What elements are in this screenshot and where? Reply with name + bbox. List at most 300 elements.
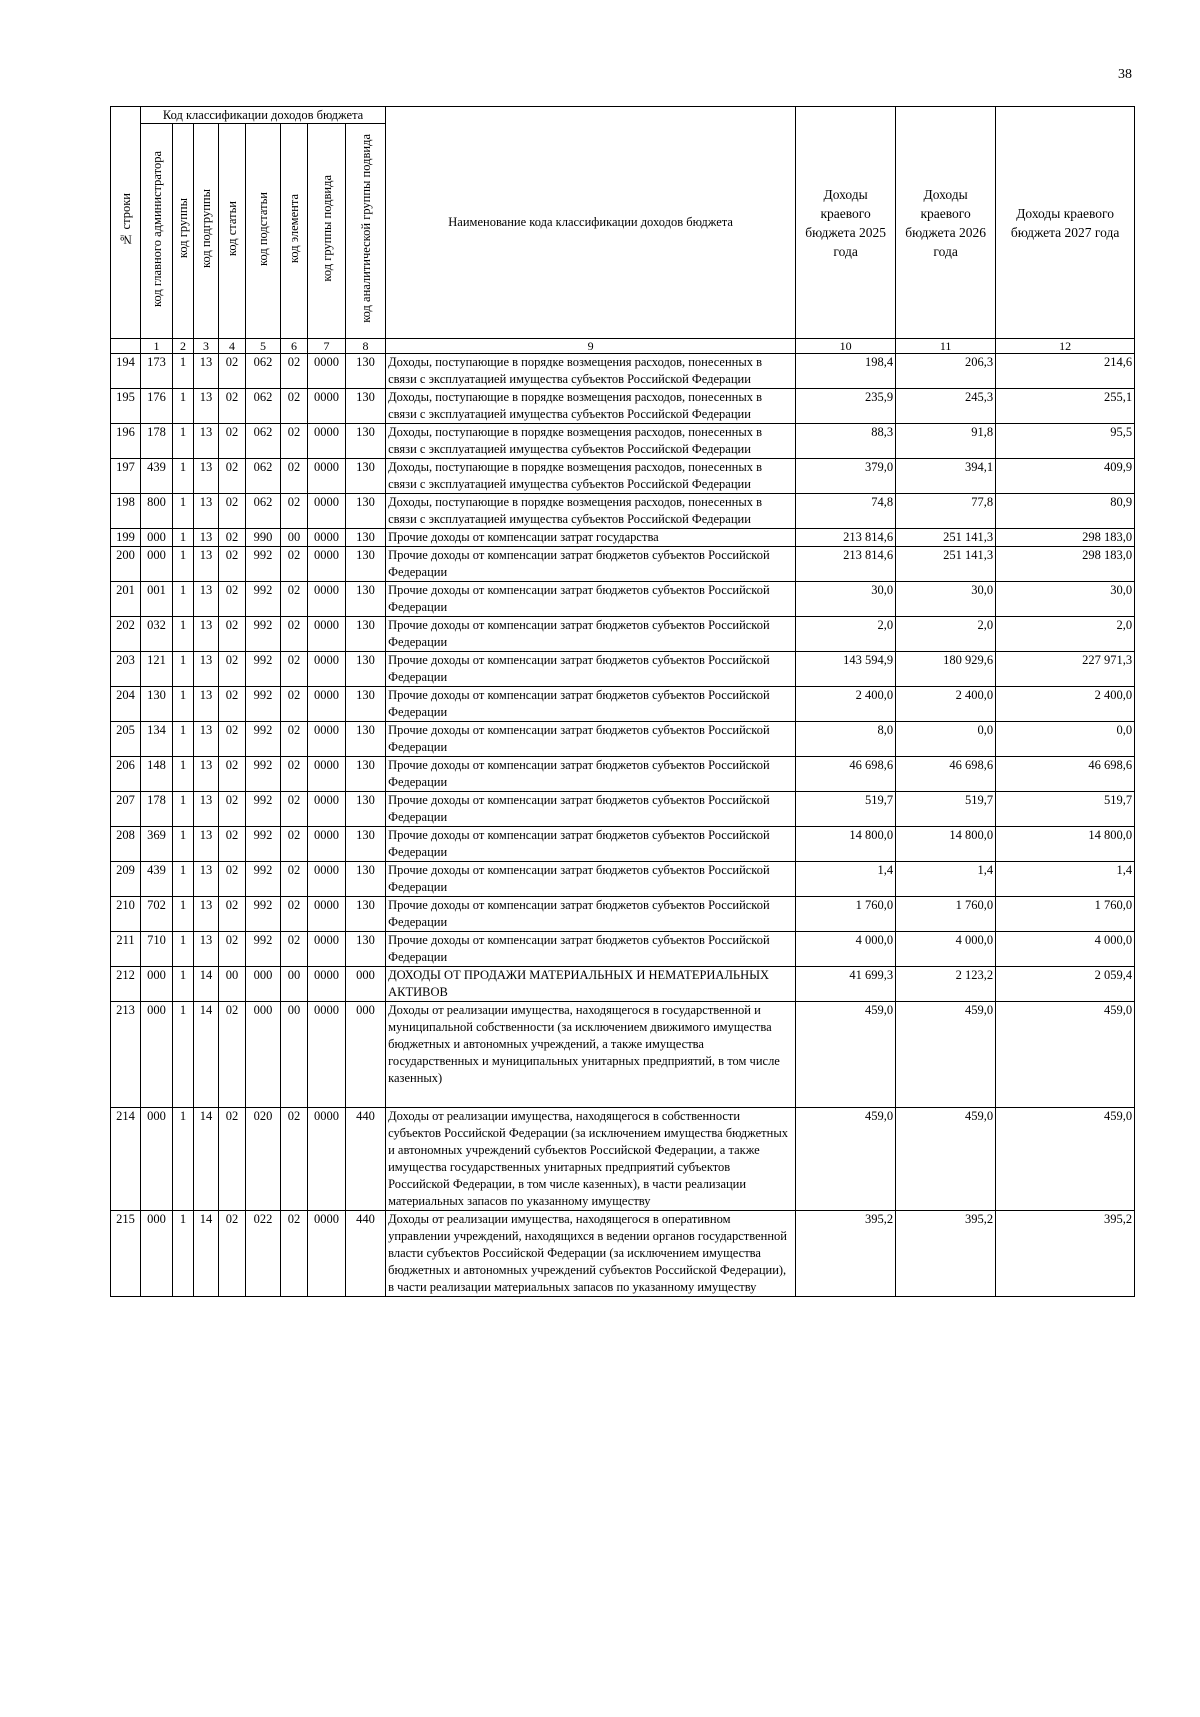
income-2026-cell: 245,3 (896, 389, 996, 424)
income-name-cell: Прочие доходы от компенсации затрат бюджетов субъектов Российской Федерации (386, 897, 796, 932)
subtype-group-code-cell: 0000 (308, 652, 346, 687)
article-code-cell: 02 (219, 424, 246, 459)
income-2027-cell: 0,0 (996, 722, 1135, 757)
analytic-group-code-cell: 130 (346, 862, 386, 897)
income-name-cell: Доходы, поступающие в порядке возмещения расходов, понесенных в связи с эксплуатацией имущества субъектов Российской Федерации (386, 459, 796, 494)
income-2025-cell: 395,2 (796, 1211, 896, 1297)
table-row (111, 652, 1135, 687)
subtype-group-code-cell: 0000 (308, 827, 346, 862)
income-2027-cell: 298 183,0 (996, 547, 1135, 582)
subarticle-code-cell: 992 (246, 652, 281, 687)
subgroup-code-cell: 13 (194, 862, 219, 897)
admin-code-cell: 800 (141, 494, 173, 529)
income-2026-cell: 91,8 (896, 424, 996, 459)
income-2025-cell: 8,0 (796, 722, 896, 757)
element-code-cell: 00 (281, 529, 308, 547)
income-2027-cell: 255,1 (996, 389, 1135, 424)
column-number: 6 (281, 339, 308, 354)
subarticle-code-cell: 992 (246, 862, 281, 897)
group-code-cell: 1 (173, 652, 194, 687)
income-2027-cell: 14 800,0 (996, 827, 1135, 862)
admin-code-cell: 148 (141, 757, 173, 792)
subarticle-code-cell: 000 (246, 967, 281, 1002)
income-2026-cell: 2,0 (896, 617, 996, 652)
analytic-group-code-cell: 000 (346, 967, 386, 1002)
group-code-cell: 1 (173, 459, 194, 494)
subarticle-code-cell: 020 (246, 1108, 281, 1211)
subarticle-code-cell: 992 (246, 722, 281, 757)
element-code-cell: 02 (281, 827, 308, 862)
income-2025-cell: 213 814,6 (796, 529, 896, 547)
subarticle-code-cell: 062 (246, 459, 281, 494)
analytic-group-code-cell: 440 (346, 1108, 386, 1211)
analytic-group-code-cell: 130 (346, 547, 386, 582)
income-2027-cell: 4 000,0 (996, 932, 1135, 967)
income-2027-cell: 95,5 (996, 424, 1135, 459)
subtype-group-code-cell: 0000 (308, 494, 346, 529)
subarticle-code-cell: 992 (246, 757, 281, 792)
subtype-group-code-cell: 0000 (308, 897, 346, 932)
income-2025-cell: 1,4 (796, 862, 896, 897)
income-2025-cell: 2 400,0 (796, 687, 896, 722)
subtype-group-code-cell: 0000 (308, 389, 346, 424)
admin-code-cell: 032 (141, 617, 173, 652)
article-code-cell: 02 (219, 389, 246, 424)
income-2025-cell: 213 814,6 (796, 547, 896, 582)
subgroup-code-cell: 13 (194, 389, 219, 424)
page-number: 38 (1118, 67, 1132, 82)
table-body (111, 354, 1135, 1297)
income-2025-cell: 2,0 (796, 617, 896, 652)
income-2025-cell: 459,0 (796, 1002, 896, 1108)
column-number: 7 (308, 339, 346, 354)
element-code-cell: 00 (281, 967, 308, 1002)
table-row (111, 1002, 1135, 1108)
subtype-group-code-cell: 0000 (308, 757, 346, 792)
header-income-2026: Доходы краевого бюджета 2026 года (896, 107, 996, 339)
income-2025-cell: 235,9 (796, 389, 896, 424)
subarticle-code-cell: 992 (246, 792, 281, 827)
subgroup-code-cell: 13 (194, 529, 219, 547)
income-name-cell: ДОХОДЫ ОТ ПРОДАЖИ МАТЕРИАЛЬНЫХ И НЕМАТЕРИАЛЬНЫХ АКТИВОВ (386, 967, 796, 1002)
income-name-cell: Прочие доходы от компенсации затрат бюджетов субъектов Российской Федерации (386, 617, 796, 652)
element-code-cell: 02 (281, 424, 308, 459)
group-code-cell: 1 (173, 792, 194, 827)
header-row-number: № строки (111, 107, 141, 339)
income-name-cell: Доходы, поступающие в порядке возмещения расходов, понесенных в связи с эксплуатацией имущества субъектов Российской Федерации (386, 494, 796, 529)
column-number: 2 (173, 339, 194, 354)
row-number-cell: 200 (111, 547, 141, 582)
element-code-cell: 02 (281, 354, 308, 389)
income-2027-cell: 459,0 (996, 1002, 1135, 1108)
income-2027-cell: 409,9 (996, 459, 1135, 494)
table-row (111, 1108, 1135, 1211)
column-number: 5 (246, 339, 281, 354)
row-number-cell: 196 (111, 424, 141, 459)
column-number: 10 (796, 339, 896, 354)
income-2025-cell: 379,0 (796, 459, 896, 494)
subtype-group-code-cell: 0000 (308, 547, 346, 582)
article-code-cell: 02 (219, 932, 246, 967)
income-2026-cell: 2 123,2 (896, 967, 996, 1002)
income-name-cell: Прочие доходы от компенсации затрат бюджетов субъектов Российской Федерации (386, 582, 796, 617)
admin-code-cell: 000 (141, 1108, 173, 1211)
article-code-cell: 02 (219, 1211, 246, 1297)
header-classification-group: Код классификации доходов бюджета (141, 107, 386, 124)
income-2027-cell: 298 183,0 (996, 529, 1135, 547)
subarticle-code-cell: 000 (246, 1002, 281, 1108)
group-code-cell: 1 (173, 529, 194, 547)
table-row (111, 897, 1135, 932)
table-row (111, 582, 1135, 617)
group-code-cell: 1 (173, 354, 194, 389)
article-code-cell: 02 (219, 687, 246, 722)
income-name-cell: Прочие доходы от компенсации затрат бюджетов субъектов Российской Федерации (386, 652, 796, 687)
income-2026-cell: 14 800,0 (896, 827, 996, 862)
table-row (111, 389, 1135, 424)
row-number-cell: 210 (111, 897, 141, 932)
income-2026-cell: 46 698,6 (896, 757, 996, 792)
subarticle-code-cell: 022 (246, 1211, 281, 1297)
admin-code-cell: 439 (141, 459, 173, 494)
subtype-group-code-cell: 0000 (308, 862, 346, 897)
income-name-cell: Прочие доходы от компенсации затрат бюджетов субъектов Российской Федерации (386, 757, 796, 792)
income-2025-cell: 143 594,9 (796, 652, 896, 687)
income-name-cell: Прочие доходы от компенсации затрат бюджетов субъектов Российской Федерации (386, 687, 796, 722)
subtype-group-code-cell: 0000 (308, 1108, 346, 1211)
analytic-group-code-cell: 130 (346, 792, 386, 827)
income-2026-cell: 30,0 (896, 582, 996, 617)
income-name-cell: Доходы от реализации имущества, находящегося в оперативном управлении учреждений, находящихся в ведении органов государственной власти субъектов Российской Федерации (за исключением имущества бюджетных и автономных учреждений субъектов Российской Федерации), в части реализации материальных запасов по указанному имуществу (386, 1211, 796, 1297)
group-code-cell: 1 (173, 967, 194, 1002)
article-code-cell: 02 (219, 459, 246, 494)
article-code-cell: 02 (219, 617, 246, 652)
income-2027-cell: 227 971,3 (996, 652, 1135, 687)
admin-code-cell: 439 (141, 862, 173, 897)
column-number: 4 (219, 339, 246, 354)
admin-code-cell: 000 (141, 967, 173, 1002)
row-number-cell: 208 (111, 827, 141, 862)
header-article-code: код статьи (219, 124, 246, 339)
table-row (111, 547, 1135, 582)
subgroup-code-cell: 14 (194, 967, 219, 1002)
subtype-group-code-cell: 0000 (308, 459, 346, 494)
subtype-group-code-cell: 0000 (308, 1211, 346, 1297)
article-code-cell: 00 (219, 967, 246, 1002)
admin-code-cell: 001 (141, 582, 173, 617)
subgroup-code-cell: 14 (194, 1108, 219, 1211)
article-code-cell: 02 (219, 862, 246, 897)
income-2026-cell: 251 141,3 (896, 547, 996, 582)
subtype-group-code-cell: 0000 (308, 354, 346, 389)
table-row (111, 862, 1135, 897)
element-code-cell: 02 (281, 687, 308, 722)
row-number-cell: 201 (111, 582, 141, 617)
subtype-group-code-cell: 0000 (308, 582, 346, 617)
income-2026-cell: 206,3 (896, 354, 996, 389)
table-row (111, 792, 1135, 827)
header-income-2025: Доходы краевого бюджета 2025 года (796, 107, 896, 339)
group-code-cell: 1 (173, 424, 194, 459)
income-name-cell: Прочие доходы от компенсации затрат бюджетов субъектов Российской Федерации (386, 547, 796, 582)
income-2026-cell: 394,1 (896, 459, 996, 494)
column-number: 3 (194, 339, 219, 354)
subarticle-code-cell: 062 (246, 494, 281, 529)
table-row (111, 494, 1135, 529)
article-code-cell: 02 (219, 722, 246, 757)
table-row (111, 687, 1135, 722)
analytic-group-code-cell: 130 (346, 494, 386, 529)
subgroup-code-cell: 13 (194, 897, 219, 932)
income-2027-cell: 519,7 (996, 792, 1135, 827)
subtype-group-code-cell: 0000 (308, 792, 346, 827)
subgroup-code-cell: 13 (194, 827, 219, 862)
subarticle-code-cell: 992 (246, 547, 281, 582)
income-2027-cell: 2 059,4 (996, 967, 1135, 1002)
admin-code-cell: 000 (141, 1211, 173, 1297)
subtype-group-code-cell: 0000 (308, 687, 346, 722)
header-subgroup-code: код подгруппы (194, 124, 219, 339)
subarticle-code-cell: 992 (246, 582, 281, 617)
admin-code-cell: 178 (141, 424, 173, 459)
income-2026-cell: 0,0 (896, 722, 996, 757)
table-row (111, 354, 1135, 389)
table-row (111, 932, 1135, 967)
income-name-cell: Прочие доходы от компенсации затрат бюджетов субъектов Российской Федерации (386, 792, 796, 827)
analytic-group-code-cell: 130 (346, 354, 386, 389)
header-subtype-group-code: код группы подвида (308, 124, 346, 339)
income-2025-cell: 88,3 (796, 424, 896, 459)
table-row (111, 757, 1135, 792)
row-number-cell: 198 (111, 494, 141, 529)
subgroup-code-cell: 13 (194, 687, 219, 722)
column-number: 9 (386, 339, 796, 354)
subgroup-code-cell: 13 (194, 932, 219, 967)
header-analytic-group-code: код аналитической группы подвида (346, 124, 386, 339)
article-code-cell: 02 (219, 547, 246, 582)
income-2025-cell: 41 699,3 (796, 967, 896, 1002)
income-2026-cell: 2 400,0 (896, 687, 996, 722)
income-2026-cell: 459,0 (896, 1002, 996, 1108)
subarticle-code-cell: 992 (246, 932, 281, 967)
column-number: 1 (141, 339, 173, 354)
row-number-cell: 214 (111, 1108, 141, 1211)
income-2027-cell: 1 760,0 (996, 897, 1135, 932)
income-2027-cell: 2 400,0 (996, 687, 1135, 722)
element-code-cell: 02 (281, 582, 308, 617)
row-number-cell: 213 (111, 1002, 141, 1108)
header-subarticle-code: код подстатьи (246, 124, 281, 339)
element-code-cell: 02 (281, 722, 308, 757)
article-code-cell: 02 (219, 792, 246, 827)
income-2026-cell: 1,4 (896, 862, 996, 897)
header-income-2027: Доходы краевого бюджета 2027 года (996, 107, 1135, 339)
article-code-cell: 02 (219, 354, 246, 389)
table-row (111, 424, 1135, 459)
income-name-cell: Прочие доходы от компенсации затрат бюджетов субъектов Российской Федерации (386, 932, 796, 967)
article-code-cell: 02 (219, 1002, 246, 1108)
income-name-cell: Доходы, поступающие в порядке возмещения расходов, понесенных в связи с эксплуатацией имущества субъектов Российской Федерации (386, 389, 796, 424)
group-code-cell: 1 (173, 1108, 194, 1211)
group-code-cell: 1 (173, 722, 194, 757)
income-name-cell: Доходы, поступающие в порядке возмещения расходов, понесенных в связи с эксплуатацией имущества субъектов Российской Федерации (386, 354, 796, 389)
subtype-group-code-cell: 0000 (308, 424, 346, 459)
row-number-cell: 206 (111, 757, 141, 792)
column-number: 8 (346, 339, 386, 354)
analytic-group-code-cell: 130 (346, 827, 386, 862)
subgroup-code-cell: 13 (194, 547, 219, 582)
element-code-cell: 02 (281, 932, 308, 967)
income-2026-cell: 180 929,6 (896, 652, 996, 687)
element-code-cell: 02 (281, 652, 308, 687)
element-code-cell: 02 (281, 547, 308, 582)
subarticle-code-cell: 992 (246, 687, 281, 722)
subgroup-code-cell: 13 (194, 722, 219, 757)
subarticle-code-cell: 992 (246, 617, 281, 652)
article-code-cell: 02 (219, 1108, 246, 1211)
income-2026-cell: 77,8 (896, 494, 996, 529)
income-2026-cell: 395,2 (896, 1211, 996, 1297)
admin-code-cell: 702 (141, 897, 173, 932)
group-code-cell: 1 (173, 757, 194, 792)
subgroup-code-cell: 13 (194, 354, 219, 389)
analytic-group-code-cell: 130 (346, 757, 386, 792)
analytic-group-code-cell: 130 (346, 459, 386, 494)
article-code-cell: 02 (219, 827, 246, 862)
admin-code-cell: 134 (141, 722, 173, 757)
analytic-group-code-cell: 130 (346, 932, 386, 967)
table-row (111, 529, 1135, 547)
income-2026-cell: 251 141,3 (896, 529, 996, 547)
subgroup-code-cell: 13 (194, 424, 219, 459)
subarticle-code-cell: 062 (246, 389, 281, 424)
row-number-cell: 203 (111, 652, 141, 687)
group-code-cell: 1 (173, 827, 194, 862)
subtype-group-code-cell: 0000 (308, 932, 346, 967)
group-code-cell: 1 (173, 1211, 194, 1297)
column-number (111, 339, 141, 354)
admin-code-cell: 121 (141, 652, 173, 687)
group-code-cell: 1 (173, 932, 194, 967)
row-number-cell: 205 (111, 722, 141, 757)
income-2027-cell: 80,9 (996, 494, 1135, 529)
income-2026-cell: 519,7 (896, 792, 996, 827)
row-number-cell: 209 (111, 862, 141, 897)
article-code-cell: 02 (219, 529, 246, 547)
income-2026-cell: 459,0 (896, 1108, 996, 1211)
row-number-cell: 211 (111, 932, 141, 967)
subtype-group-code-cell: 0000 (308, 1002, 346, 1108)
group-code-cell: 1 (173, 582, 194, 617)
article-code-cell: 02 (219, 757, 246, 792)
analytic-group-code-cell: 130 (346, 687, 386, 722)
income-name-cell: Доходы, поступающие в порядке возмещения расходов, понесенных в связи с эксплуатацией имущества субъектов Российской Федерации (386, 424, 796, 459)
table-row (111, 1211, 1135, 1297)
subtype-group-code-cell: 0000 (308, 722, 346, 757)
subarticle-code-cell: 062 (246, 354, 281, 389)
article-code-cell: 02 (219, 582, 246, 617)
subgroup-code-cell: 14 (194, 1002, 219, 1108)
subtype-group-code-cell: 0000 (308, 529, 346, 547)
analytic-group-code-cell: 440 (346, 1211, 386, 1297)
income-name-cell: Прочие доходы от компенсации затрат государства (386, 529, 796, 547)
header-group-code: код группы (173, 124, 194, 339)
admin-code-cell: 000 (141, 1002, 173, 1108)
table-row (111, 827, 1135, 862)
element-code-cell: 02 (281, 1211, 308, 1297)
group-code-cell: 1 (173, 494, 194, 529)
income-2027-cell: 2,0 (996, 617, 1135, 652)
subgroup-code-cell: 13 (194, 582, 219, 617)
table-header (111, 107, 1135, 354)
element-code-cell: 02 (281, 792, 308, 827)
subarticle-code-cell: 062 (246, 424, 281, 459)
column-number: 11 (896, 339, 996, 354)
subarticle-code-cell: 990 (246, 529, 281, 547)
income-2027-cell: 214,6 (996, 354, 1135, 389)
income-2027-cell: 1,4 (996, 862, 1135, 897)
analytic-group-code-cell: 130 (346, 722, 386, 757)
element-code-cell: 02 (281, 1108, 308, 1211)
element-code-cell: 00 (281, 1002, 308, 1108)
analytic-group-code-cell: 130 (346, 617, 386, 652)
table-row (111, 459, 1135, 494)
row-number-cell: 194 (111, 354, 141, 389)
income-2025-cell: 459,0 (796, 1108, 896, 1211)
budget-table (110, 106, 1135, 1297)
admin-code-cell: 000 (141, 529, 173, 547)
analytic-group-code-cell: 130 (346, 582, 386, 617)
element-code-cell: 02 (281, 862, 308, 897)
group-code-cell: 1 (173, 1002, 194, 1108)
income-name-cell: Доходы от реализации имущества, находящегося в собственности субъектов Российской Федерации (за исключением имущества бюджетных и автономных учреждений субъектов Российской Федерации, а также имущества государственных унитарных предприятий субъектов Российской Федерации, в том числе казенных), в части реализации материальных запасов по указанному имуществу (386, 1108, 796, 1211)
analytic-group-code-cell: 130 (346, 529, 386, 547)
income-2025-cell: 1 760,0 (796, 897, 896, 932)
row-number-cell: 204 (111, 687, 141, 722)
admin-code-cell: 173 (141, 354, 173, 389)
income-2025-cell: 14 800,0 (796, 827, 896, 862)
income-2026-cell: 4 000,0 (896, 932, 996, 967)
element-code-cell: 02 (281, 389, 308, 424)
header-admin-code: код главного администратора (141, 124, 173, 339)
subgroup-code-cell: 13 (194, 494, 219, 529)
group-code-cell: 1 (173, 862, 194, 897)
income-2025-cell: 30,0 (796, 582, 896, 617)
admin-code-cell: 130 (141, 687, 173, 722)
element-code-cell: 02 (281, 617, 308, 652)
subgroup-code-cell: 13 (194, 792, 219, 827)
subtype-group-code-cell: 0000 (308, 967, 346, 1002)
subarticle-code-cell: 992 (246, 827, 281, 862)
income-2027-cell: 30,0 (996, 582, 1135, 617)
element-code-cell: 02 (281, 459, 308, 494)
income-2026-cell: 1 760,0 (896, 897, 996, 932)
income-name-cell: Прочие доходы от компенсации затрат бюджетов субъектов Российской Федерации (386, 862, 796, 897)
row-number-cell: 207 (111, 792, 141, 827)
group-code-cell: 1 (173, 389, 194, 424)
group-code-cell: 1 (173, 617, 194, 652)
article-code-cell: 02 (219, 897, 246, 932)
element-code-cell: 02 (281, 757, 308, 792)
subgroup-code-cell: 13 (194, 459, 219, 494)
admin-code-cell: 178 (141, 792, 173, 827)
group-code-cell: 1 (173, 687, 194, 722)
subgroup-code-cell: 13 (194, 652, 219, 687)
header-element-code: код элемента (281, 124, 308, 339)
group-code-cell: 1 (173, 547, 194, 582)
income-2025-cell: 74,8 (796, 494, 896, 529)
admin-code-cell: 000 (141, 547, 173, 582)
